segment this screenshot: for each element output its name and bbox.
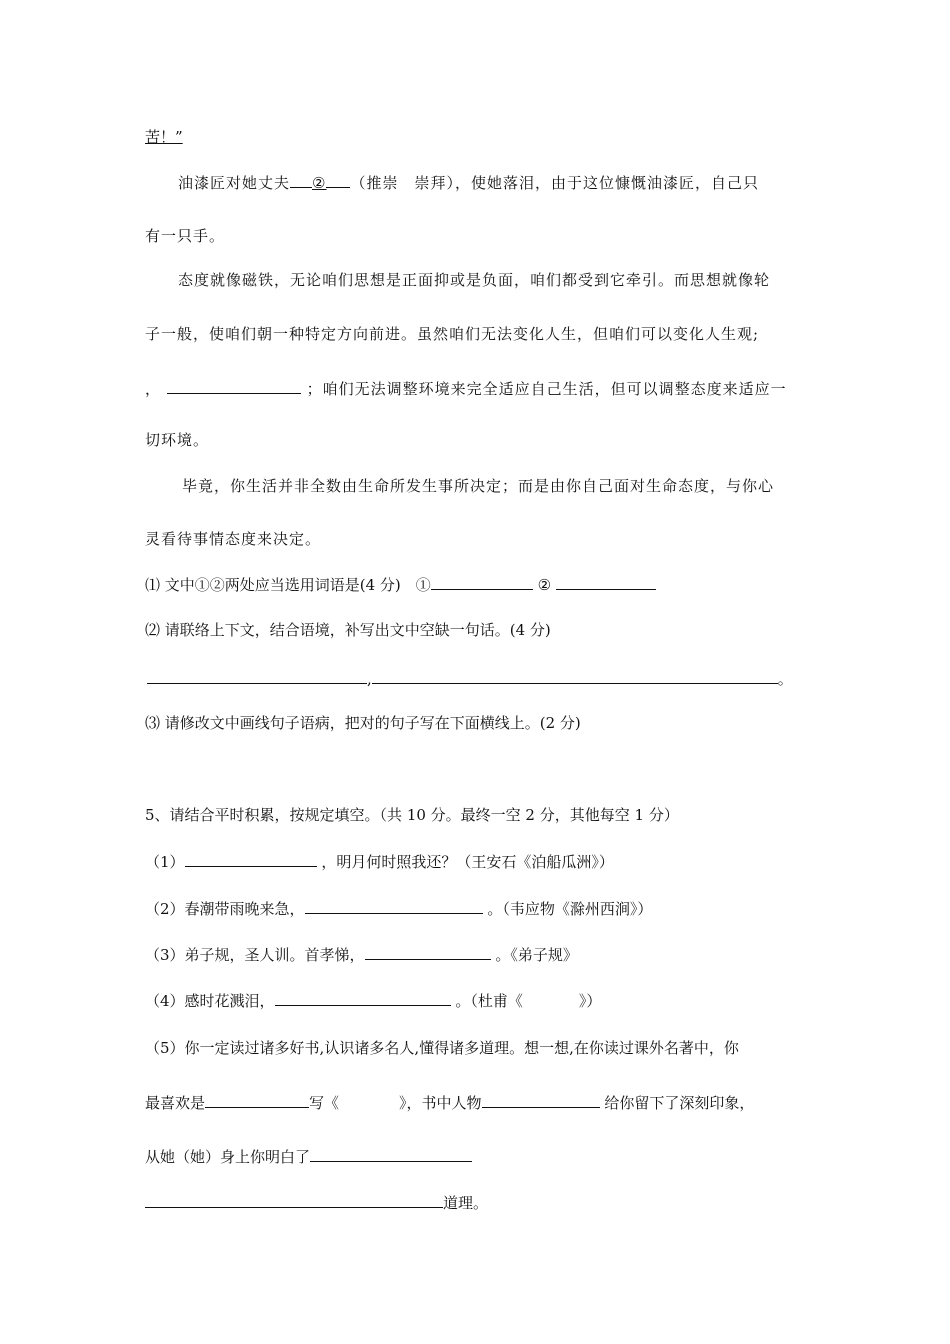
item-text: 。（韦应物《滁州西涧》） [487, 900, 653, 918]
item-text: 给你留下了深刻印象， [604, 1094, 755, 1112]
blank-marker-2: ② [312, 174, 327, 192]
question-1 [145, 574, 656, 595]
missing-sentence-blank[interactable] [167, 378, 301, 394]
answer-blank[interactable] [305, 898, 483, 914]
question-3: ⑶ 请修改文中画线句子语病，把对的句子写在下面横线上。(2 分) [145, 714, 581, 732]
passage-line-4: 子一般，使咱们朝一种特定方向前进。虽然咱们无法变化人生，但咱们可以变化人生观; [145, 325, 760, 343]
blank[interactable] [326, 172, 350, 188]
answer-blank-2[interactable] [556, 574, 656, 590]
item-text: 》） [578, 992, 602, 1010]
fill-item-5-line-4 [145, 1192, 488, 1213]
fill-item-1 [145, 851, 614, 872]
question-2-answer-line [147, 668, 793, 689]
comma: , [367, 670, 372, 688]
passage-line-3: 态度就像磁铁，无论咱们思想是正面抑或是负面，咱们都受到它牵引。而思想就像轮 [178, 271, 771, 289]
passage-text: （推崇 崇拜），使她落泪，由于这位慷慨油漆匠，自己只 [350, 174, 759, 192]
blank-marker-2: ② [537, 576, 552, 594]
period: 。 [777, 670, 793, 688]
item-text: （3）弟子规，圣人训。首孝悌， [145, 946, 365, 964]
item-label: （1） [145, 853, 185, 871]
item-text: 写《 [309, 1094, 340, 1112]
answer-blank[interactable] [310, 1146, 472, 1162]
answer-blank[interactable] [147, 668, 367, 684]
question-2: ⑵ 请联络上下文，结合语境，补写出文中空缺一句话。(4 分) [145, 621, 551, 639]
answer-blank[interactable] [275, 990, 451, 1006]
passage-text: ；咱们无法调整环境来完全适应自己生活，但可以调整态度来适应一 [306, 380, 787, 398]
fill-item-4 [145, 990, 601, 1011]
passage-line-2: 有一只手。 [145, 227, 226, 245]
blank[interactable] [290, 172, 312, 188]
item-text: （4）感时花溅泪， [145, 992, 275, 1010]
passage-line-6: 切环境。 [145, 431, 210, 449]
item-text: 。《弟子规》 [495, 946, 578, 964]
passage-text: ， [145, 380, 162, 398]
item-text: 。（杜甫《 [455, 992, 523, 1010]
passage-line-7: 毕竟，你生活并非全数由生命所发生事所决定；而是由你自己面对生命态度，与你心 [182, 477, 775, 495]
answer-blank[interactable] [145, 1192, 443, 1208]
item-text: 道理。 [443, 1194, 489, 1212]
fill-item-2 [145, 898, 652, 919]
fill-item-3 [145, 944, 578, 965]
passage-line-1 [178, 172, 759, 193]
answer-blank[interactable] [185, 851, 317, 867]
item-text: 从她（她）身上你明白了 [145, 1148, 311, 1166]
fill-item-5: （5）你一定读过诸多好书,认识诸多名人,懂得诸多道理。想一想,在你读过课外名著中，你 [145, 1039, 739, 1057]
answer-blank[interactable] [372, 668, 778, 684]
passage-line-0: 苦！” [145, 128, 183, 146]
answer-blank-1[interactable] [431, 574, 533, 590]
fill-item-5-line-3 [145, 1146, 472, 1167]
fill-item-5-line-2 [145, 1092, 754, 1113]
answer-blank[interactable] [205, 1092, 309, 1108]
answer-blank[interactable] [365, 944, 491, 960]
passage-line-5 [145, 378, 787, 399]
question-text: ⑴ 文中①②两处应当选用词语是(4 分) ① [145, 576, 431, 594]
passage-line-8: 灵看待事情态度来决定。 [145, 530, 322, 548]
answer-blank[interactable] [482, 1092, 600, 1108]
item-text: 》，书中人物 [399, 1094, 482, 1112]
passage-text: 油漆匠对她丈夫 [178, 174, 291, 192]
item-text: （2）春潮带雨晚来急， [145, 900, 305, 918]
section-5-title: 5、请结合平时积累，按规定填空。（共 10 分。最终一空 2 分，其他每空 1 分） [145, 806, 679, 824]
item-text: ，明月何时照我还？（王安石《泊船瓜洲》） [321, 853, 614, 871]
item-text: 最喜欢是 [145, 1094, 206, 1112]
